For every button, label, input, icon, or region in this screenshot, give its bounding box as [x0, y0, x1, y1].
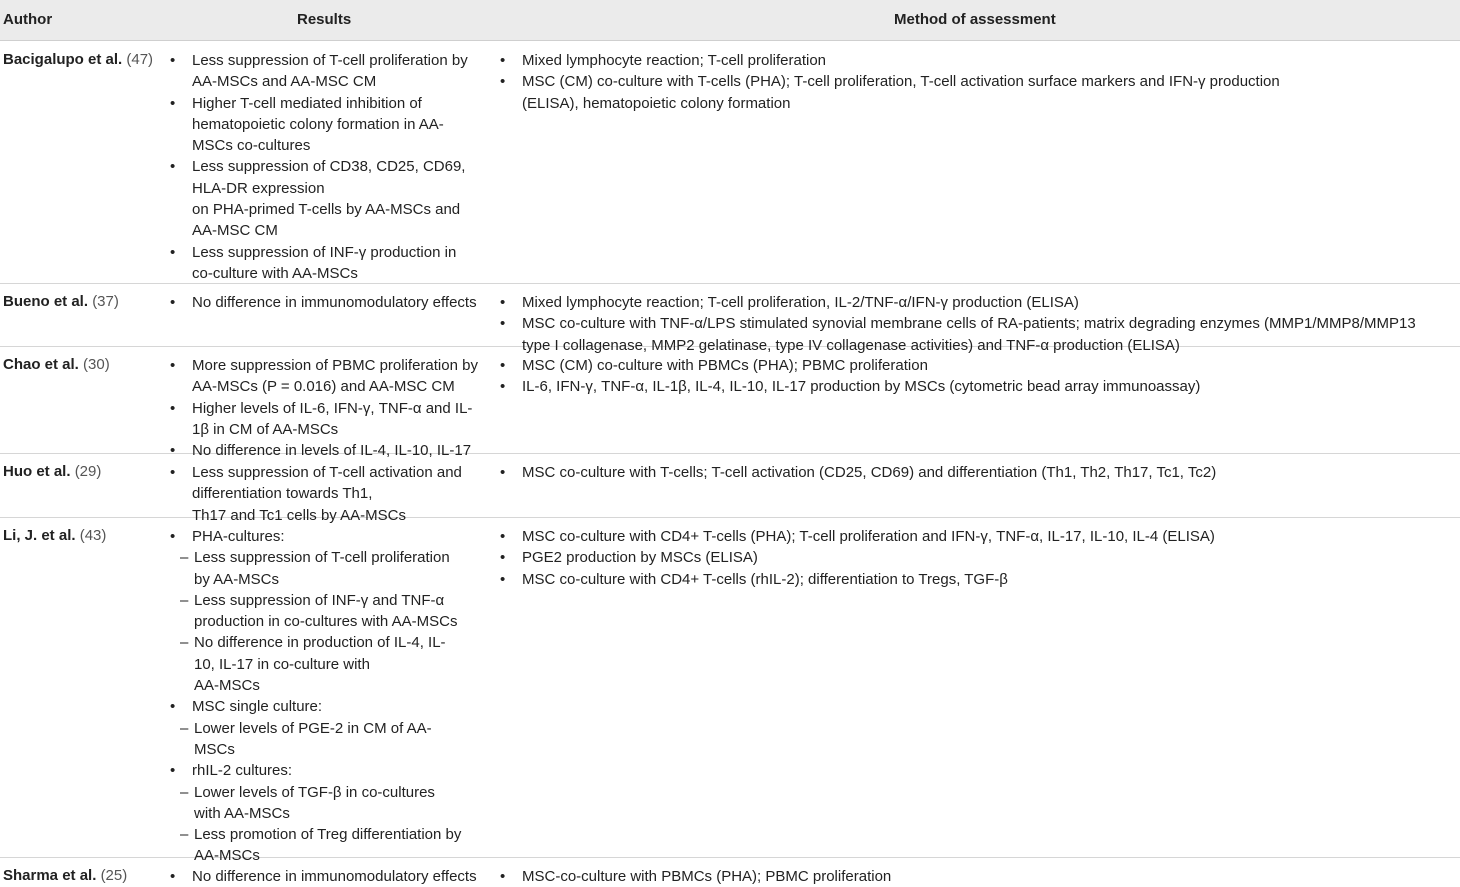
result-item: [170, 242, 488, 285]
result-text: Higher T-cell mediated inhibition of hematopoietic colony formation in AA- MSCs co-cultures: [192, 94, 444, 155]
bullet-icon: •: [500, 315, 506, 333]
result-item: [170, 696, 488, 717]
table-row: [0, 41, 1460, 284]
bullet-icon: •: [500, 52, 506, 69]
result-text: PHA-cultures:: [192, 528, 285, 545]
result-text: Lower levels of TGF-β in co-cultures with AA-MSCs: [194, 783, 435, 822]
author-cell: [3, 461, 101, 482]
author-cell: [3, 49, 153, 70]
result-item: [170, 760, 488, 781]
method-item: [500, 526, 1435, 547]
method-text: MSC co-culture with TNF-α/LPS stimulated synovial membrane cells of RA-patients; matrix degrading enzymes (MMP1/MMP8/MMP13 type I collagenase, MMP2 gelatinase, type IV collagenase activities) and TNF-α production (ELISA): [522, 315, 1416, 354]
method-item: [500, 462, 1435, 483]
result-item: [170, 632, 488, 696]
dash-icon: –: [180, 719, 189, 737]
bullet-icon: •: [170, 158, 176, 176]
bullet-icon: •: [170, 762, 176, 780]
author-name: Chao et al.: [3, 356, 79, 373]
result-item: [170, 398, 488, 441]
author-cell: [3, 865, 127, 886]
bullet-icon: •: [500, 378, 506, 396]
result-item: [170, 93, 488, 157]
result-text: No difference in immunomodulatory effects: [192, 294, 477, 311]
result-text: More suppression of PBMC proliferation by AA-MSCs (P = 0.016) and AA-MSC CM: [192, 357, 478, 396]
dash-icon: –: [180, 826, 189, 844]
dash-icon: –: [180, 783, 189, 801]
result-item: [170, 547, 488, 590]
result-text: Less suppression of CD38, CD25, CD69, HLA-DR expression on PHA-primed T-cells by AA-MSCs and AA-MSC CM: [192, 158, 466, 240]
results-cell: [170, 526, 488, 867]
method-text: MSC co-culture with CD4+ T-cells (PHA); T-cell proliferation and IFN-γ, TNF-α, IL-17, IL-10, IL-4 (ELISA): [522, 528, 1215, 545]
results-cell: [170, 50, 488, 284]
author-name: Sharma et al.: [3, 867, 97, 884]
result-item: [170, 718, 488, 761]
method-item: [500, 376, 1435, 397]
header-author: Author: [3, 11, 53, 28]
bullet-icon: •: [500, 570, 506, 588]
bullet-icon: •: [170, 94, 176, 112]
result-text: Higher levels of IL-6, IFN-γ, TNF-α and IL- 1β in CM of AA-MSCs: [192, 399, 473, 438]
method-text: IL-6, IFN-γ, TNF-α, IL-1β, IL-4, IL-10, IL-17 production by MSCs (cytometric bead array immunoassay): [522, 378, 1201, 396]
result-text: Less suppression of INF-γ and TNF-α production in co-cultures with AA-MSCs: [194, 591, 458, 631]
method-item: [500, 355, 1435, 376]
bullet-icon: •: [500, 294, 506, 311]
table-row: [0, 453, 1460, 524]
method-text: MSC (CM) co-culture with T-cells (PHA); T-cell proliferation, T-cell activation surface markers and IFN-γ production (ELISA), hematopoietic colony formation: [522, 73, 1280, 112]
result-text: Lower levels of PGE-2 in CM of AA- MSCs: [194, 719, 432, 758]
results-cell: [170, 355, 488, 461]
bullet-icon: •: [170, 399, 176, 417]
table-row: [0, 346, 1460, 460]
result-item: [170, 355, 488, 398]
bullet-icon: •: [500, 464, 506, 481]
author-name: Bueno et al.: [3, 293, 89, 310]
method-text: MSC-co-culture with PBMCs (PHA); PBMC proliferation: [522, 868, 892, 885]
result-item: [170, 782, 488, 825]
bullet-icon: •: [500, 357, 506, 374]
method-item: [500, 50, 1435, 71]
results-cell: [170, 292, 488, 313]
result-text: Less suppression of T-cell proliferation by AA-MSCs: [194, 549, 450, 588]
method-cell: [500, 526, 1435, 590]
bullet-icon: •: [170, 868, 176, 885]
author-cell: [3, 525, 106, 546]
bullet-icon: •: [170, 442, 176, 460]
method-text: MSC (CM) co-culture with PBMCs (PHA); PBMC proliferation: [522, 357, 928, 374]
method-item: [500, 71, 1435, 114]
result-text: No difference in levels of IL-4, IL-10, IL-17: [192, 442, 472, 460]
author-name: Li, J. et al.: [3, 527, 76, 544]
result-item: [170, 50, 488, 93]
method-text: Mixed lymphocyte reaction; T-cell proliferation, IL-2/TNF-α/IFN-γ production (ELISA): [522, 294, 1079, 311]
reference-number: (25): [100, 867, 128, 884]
bullet-icon: •: [500, 868, 506, 885]
dash-icon: –: [180, 591, 189, 609]
result-text: Less suppression of T-cell proliferation by AA-MSCs and AA-MSC CM: [192, 52, 468, 91]
reference-number: (47): [126, 51, 154, 68]
result-text: Less suppression of INF-γ production in co-culture with AA-MSCs: [192, 243, 457, 282]
method-cell: [500, 355, 1435, 398]
bullet-icon: •: [500, 528, 506, 545]
method-item: [500, 292, 1435, 313]
method-item: [500, 569, 1435, 590]
table-header: [0, 0, 1460, 41]
bullet-icon: •: [170, 294, 176, 311]
author-name: Huo et al.: [3, 463, 71, 480]
bullet-icon: •: [170, 357, 176, 374]
header-results: Results: [297, 11, 352, 28]
bullet-icon: •: [170, 698, 176, 716]
bullet-icon: •: [170, 243, 176, 261]
method-cell: [500, 462, 1435, 483]
author-cell: [3, 291, 119, 312]
result-text: Less promotion of Treg differentiation by AA-MSCs: [194, 826, 462, 865]
author-name: Bacigalupo et al.: [3, 51, 123, 68]
table-row: [0, 857, 1460, 885]
result-item: [170, 526, 488, 547]
reference-number: (37): [92, 293, 119, 310]
table-row: [0, 517, 1460, 865]
table-row: [0, 283, 1460, 354]
dash-icon: –: [180, 634, 189, 652]
result-text: No difference in immunomodulatory effects: [192, 868, 477, 885]
result-item: [170, 156, 488, 241]
result-text: rhIL-2 cultures:: [192, 762, 293, 780]
method-cell: [500, 50, 1435, 114]
method-text: MSC co-culture with CD4+ T-cells (rhIL-2); differentiation to Tregs, TGF-β: [522, 570, 1008, 588]
author-cell: [3, 354, 110, 375]
reference-number: (43): [79, 527, 107, 544]
bullet-icon: •: [170, 52, 176, 69]
bullet-icon: •: [500, 73, 506, 91]
dash-icon: –: [180, 549, 189, 567]
bullet-icon: •: [170, 464, 176, 481]
reference-number: (29): [74, 463, 102, 480]
result-text: MSC single culture:: [192, 698, 323, 716]
method-text: Mixed lymphocyte reaction; T-cell proliferation: [522, 52, 827, 69]
bullet-icon: •: [500, 549, 506, 567]
result-item: [170, 590, 488, 633]
result-text: Less suppression of T-cell activation and differentiation towards Th1, Th17 and Tc1 cells by AA-MSCs: [192, 464, 462, 524]
header-method: Method of assessment: [894, 11, 1056, 28]
method-text: MSC co-culture with T-cells; T-cell activation (CD25, CD69) and differentiation (Th1, Th2, Th17, Tc1, Tc2): [522, 464, 1217, 481]
result-text: No difference in production of IL-4, IL- 10, IL-17 in co-culture with AA-MSCs: [194, 634, 446, 695]
method-text: PGE2 production by MSCs (ELISA): [522, 549, 758, 567]
method-item: [500, 547, 1435, 568]
reference-number: (30): [83, 356, 110, 373]
result-item: [170, 292, 488, 313]
bullet-icon: •: [170, 528, 176, 545]
